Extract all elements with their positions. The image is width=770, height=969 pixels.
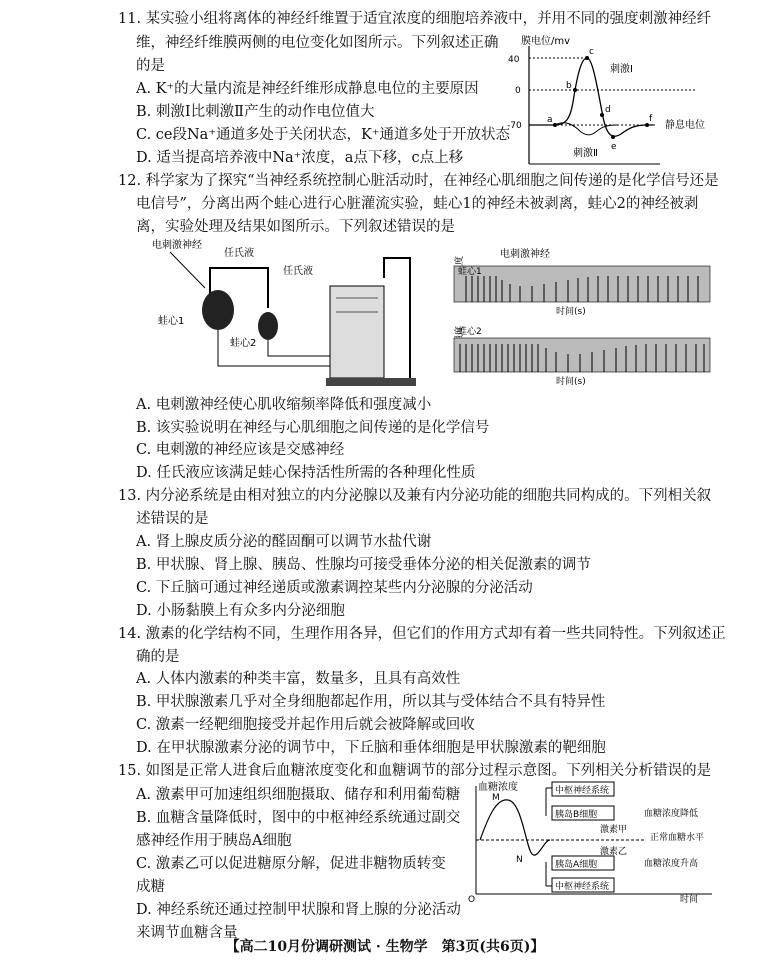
q11-point-a: a [547,115,553,125]
q12-option-d: D. 任氏液应该满足蛙心保持活性所需的各种理化性质 [136,465,476,481]
q15-alpha-cell: 胰岛A细胞 [555,860,598,870]
q15-option-b-1: B. 血糖含量降低时，图中的中枢神经系统通过副交 [136,810,461,826]
q14-stem-1: 14. 激素的化学结构不同，生理作用各异，但它们的作用方式却有着一些共同特性。下列叙述正 [118,626,726,642]
q12-option-a: A. 电刺激神经使心肌收缩频率降低和强度减小 [136,397,432,413]
q11-point-f: f [649,114,653,124]
page-footer: 【高二10月份调研测试 · 生物学 第3页(共6页)】 [225,939,545,955]
q15-option-a: A. 激素甲可加速组织细胞摄取、储存和利用葡萄糖 [136,787,461,803]
q11-ylabel: 膜电位/mv [521,36,571,47]
q15-hormone-b: 激素乙 [600,847,628,857]
q11-option-b: B. 刺激Ⅰ比刺激Ⅱ产生的动作电位值大 [136,104,375,120]
q13-stem-2: 述错误的是 [136,511,209,527]
q15-option-d-1: D. 神经系统还通过控制甲状腺和肾上腺的分泌活动 [136,902,461,918]
q15-option-c-2: 成糖 [136,879,165,895]
q12-trace-title: 电刺激神经 [500,249,550,260]
q12-label-ringer2: 任氏液 [283,266,313,277]
q12-label-heart2: 蛙心2 [230,338,257,349]
q14-option-d: D. 在甲状腺激素分泌的调节中，下丘脑和垂体细胞是甲状腺激素的靶细胞 [136,740,606,756]
q15-normal: 正常血糖水平 [650,833,705,843]
q11-point-c: c [589,47,594,57]
q15-label-n: N [516,855,523,865]
q12-perfusion-apparatus [150,238,430,390]
q13-stem-1: 13. 内分泌系统是由相对独立的内分泌腺以及兼有内分泌功能的细胞共同构成的。下列相关叙 [118,488,712,504]
q11-tick-40: 40 [508,55,520,65]
q13-option-b: B. 甲状腺、肾上腺、胰岛、性腺均可接受垂体分泌的相关促激素的调节 [136,557,591,573]
q13-option-a: A. 肾上腺皮质分泌的醛固酮可以调节水盐代谢 [136,534,432,550]
q12-option-b: B. 该实验说明在神经与心肌细胞之间传递的是化学信号 [136,420,490,436]
q11-label-stim2: 刺激Ⅱ [573,148,598,159]
q15-stem-1: 15. 如图是正常人进食后血糖浓度变化和血糖调节的部分过程示意图。下列相关分析错误的是 [118,763,712,779]
q11-point-e: e [611,142,617,152]
q11-option-c: C. ce段Na⁺通道多处于关闭状态，K⁺通道多处于开放状态 [136,127,510,143]
q15-origin: O [468,895,476,905]
q12-trace2-label: 蛙心2 [458,327,482,337]
q15-cns-top: 中枢神经系统 [555,786,610,796]
q15-beta-cell: 胰岛B细胞 [555,810,598,820]
q12-stem-1: 12. 科学家为了探究“当神经系统控制心脏活动时，在神经心肌细胞之间传递的是化学信号还是 [118,173,719,189]
q13-option-c: C. 下丘脑可通过神经递质或激素调控某些内分泌腺的分泌活动 [136,580,533,596]
q12-stem-2: 电信号”，分离出两个蛙心进行心脏灌流实验，蛙心1的神经未被剥离，蛙心2的神经被剥 [136,196,699,212]
q15-low: 血糖浓度降低 [644,809,699,819]
q15-high: 血糖浓度升高 [644,859,699,869]
q11-stem-1: 11. 某实验小组将离体的神经纤维置于适宜浓度的细胞培养液中，并用不同的强度刺激神经纤 [118,11,712,27]
q11-tick-minus70: -70 [507,121,522,131]
q11-stem-2: 维，神经纤维膜两侧的电位变化如图所示。下列叙述正确 [136,35,499,51]
q15-blood-glucose-figure [466,778,716,906]
q11-tick-0: 0 [515,86,521,96]
q15-option-c-1: C. 激素乙可以促进糖原分解，促进非糖物质转变 [136,856,446,872]
q15-option-b-2: 感神经作用于胰岛A细胞 [136,833,292,849]
q14-option-a: A. 人体内激素的种类丰富，数量多，且具有高效性 [136,671,461,687]
q11-label-stim1: 刺激Ⅰ [610,64,633,75]
q11-label-rest: 静息电位 [665,120,705,131]
q15-cns-bottom: 中枢神经系统 [555,882,610,892]
q12-label-stim: 电刺激神经 [152,240,202,251]
q14-option-c: C. 激素一经靶细胞接受并起作用后就会被降解或回收 [136,717,475,733]
q15-label-m: M [492,793,500,803]
q15-option-d-2: 来调节血糖含量 [136,925,238,941]
q15-ylabel: 血糖浓度 [478,782,518,793]
q15-hormone-a: 激素甲 [600,825,628,835]
q12-trace1-label: 蛙心1 [458,267,482,277]
q12-stem-3: 离，实验处理及结果如图所示。下列叙述错误的是 [136,219,455,235]
q12-contraction-traces [436,246,716,386]
q13-option-d: D. 小肠黏膜上有众多内分泌细胞 [136,603,345,619]
q12-label-heart1: 蛙心1 [158,316,185,327]
q11-stem-3: 的是 [136,58,165,74]
q15-xlabel: 时间 [680,895,699,905]
q12-xlabel-1: 时间(s) [556,307,586,317]
q14-stem-2: 确的是 [136,649,180,665]
q11-option-d: D. 适当提高培养液中Na⁺浓度，a点下移，c点上移 [136,150,464,166]
q12-label-ringer1: 任氏液 [224,248,254,259]
q11-membrane-potential-figure [505,32,720,166]
q12-option-c: C. 电刺激的神经应该是交感神经 [136,442,345,458]
q11-option-a: A. K⁺的大量内流是神经纤维形成静息电位的主要原因 [136,81,479,97]
q14-option-b: B. 甲状腺激素几乎对全身细胞都起作用，所以其与受体结合不具有特异性 [136,694,606,710]
q11-point-b: b [566,81,572,91]
q12-xlabel-2: 时间(s) [556,377,586,386]
q11-point-d: d [605,105,611,115]
